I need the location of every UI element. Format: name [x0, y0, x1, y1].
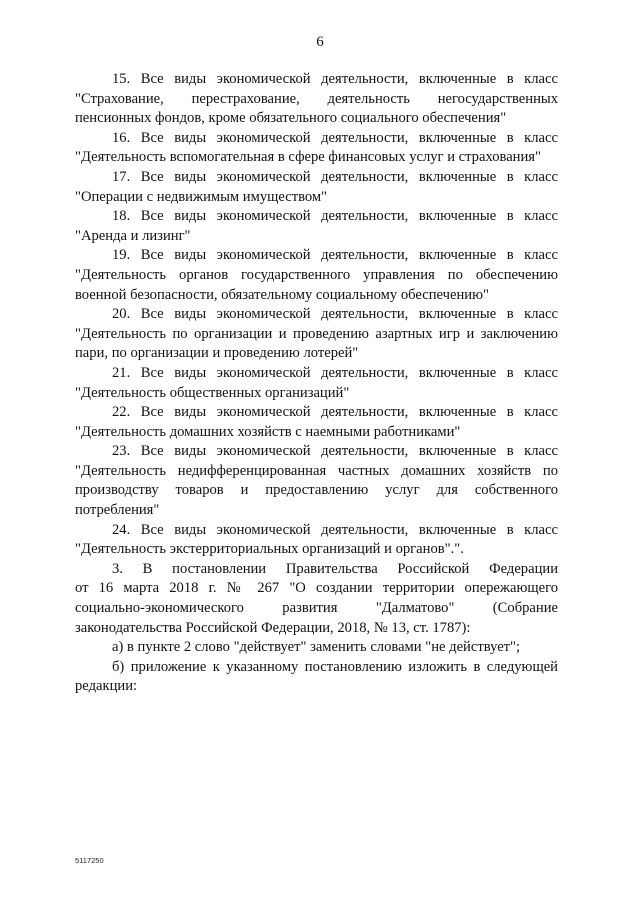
paragraph-text: "Деятельность общественных организаций" [75, 384, 350, 401]
paragraph-item-19 [75, 246, 558, 305]
paragraph-item-21 [75, 364, 558, 403]
paragraph-head: 15. Все виды экономической деятельности, включенные в класс [112, 71, 558, 87]
paragraph-text: от 16 марта 2018 г. № 267 "О создании территории опережающего социально-экономического развития "Далматово" (Собрание законодательства Российской Федерации, 2018, № 13, ст. 1787): [75, 580, 558, 636]
paragraph-head: 21. Все виды экономической деятельности, включенные в класс [112, 364, 558, 381]
document-code: 5117250 [75, 856, 104, 865]
paragraph-head: 23. Все виды экономической деятельности, включенные в класс [112, 443, 558, 460]
paragraph-head: 20. Все виды экономической деятельности, включенные в класс [112, 306, 558, 323]
sub-item-a: а) в пункте 2 слово "действует" заменить словами "не действует"; [112, 639, 521, 656]
paragraph-text: "Деятельность экстерриториальных организаций и органов".". [75, 541, 464, 558]
paragraph-head: 24. Все виды экономической деятельности, включенные в класс [112, 521, 558, 538]
paragraph-item-22 [75, 403, 558, 442]
paragraph-text: "Деятельность домашних хозяйств с наемными работниками" [75, 423, 461, 440]
paragraph-text: "Деятельность по организации и проведению азартных игр и заключению пари, по организации и проведению лотерей" [75, 325, 558, 362]
paragraph-section-3 [75, 560, 558, 638]
sub-item-b: б) приложение к указанному постановлению изложить в следующей редакции: [75, 658, 558, 695]
paragraph-item-23 [75, 442, 558, 520]
paragraph-text: "Страхование, перестрахование, деятельность негосударственных пенсионных фондов, кроме обязательного социального обеспечения" [75, 90, 558, 127]
paragraph-head: 18. Все виды экономической деятельности, включенные в класс [112, 208, 558, 225]
paragraph-head: 16. Все виды экономической деятельности, включенные в класс [112, 129, 558, 146]
paragraph-text: "Деятельность органов государственного управления по обеспечению военной безопасности, обязательному социальному обеспечению" [75, 266, 558, 303]
paragraph-text: "Аренда и лизинг" [75, 227, 191, 244]
paragraph-head: 17. Все виды экономической деятельности, включенные в класс [112, 168, 558, 185]
paragraph-head: 22. Все виды экономической деятельности, включенные в класс [112, 404, 558, 421]
paragraph-text: "Деятельность вспомогательная в сфере финансовых услуг и страхования" [75, 149, 541, 166]
paragraph-item-24 [75, 521, 558, 560]
paragraph-item-16 [75, 129, 558, 168]
paragraph-head: 3. В постановлении Правительства Российской Федерации [112, 560, 558, 577]
paragraph-item-17 [75, 168, 558, 207]
page-number: 6 [316, 34, 324, 50]
paragraph-item-15 [75, 70, 558, 129]
paragraph-text: "Операции с недвижимым имуществом" [75, 188, 328, 205]
paragraph-head: 19. Все виды экономической деятельности, включенные в класс [112, 247, 558, 264]
paragraph-item-20 [75, 305, 558, 364]
paragraph-item-18 [75, 207, 558, 246]
paragraph-text: "Деятельность недифференцированная частных домашних хозяйств по производству товаров и предоставлению услуг для собственного потребления" [75, 462, 558, 519]
document-body [75, 70, 558, 697]
